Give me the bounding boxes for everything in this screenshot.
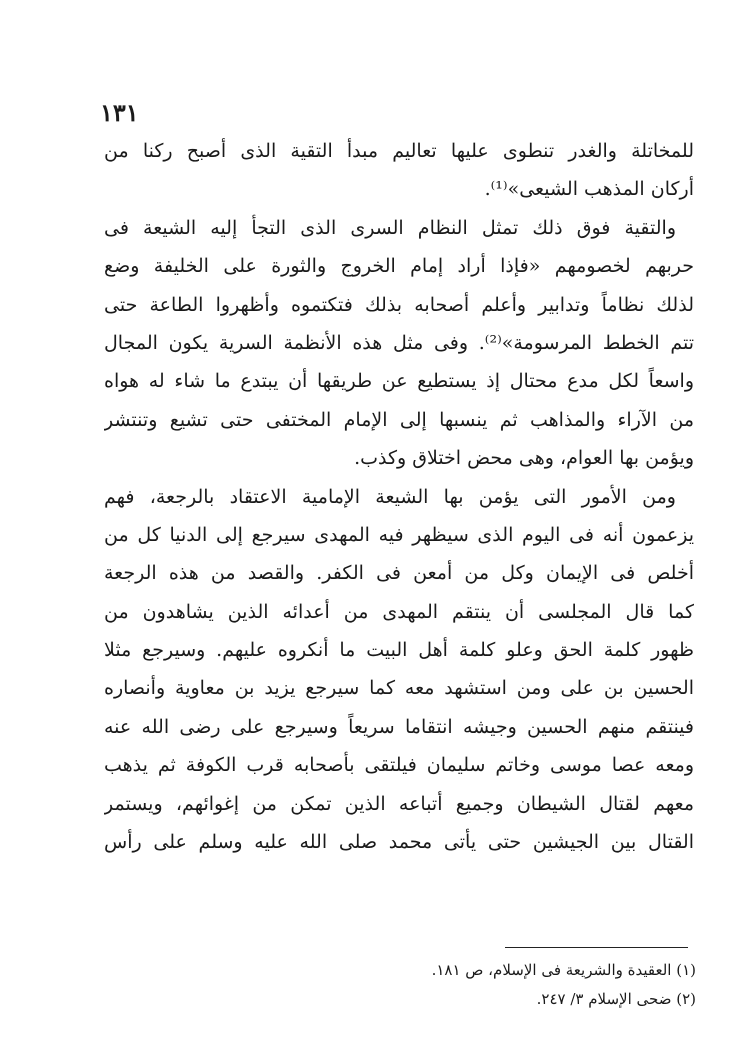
- footnote: (١) العقيدة والشريعة فى الإسلام، ص ١٨١.: [431, 961, 696, 979]
- text-line: كما قال المجلسى أن ينتقم المهدى من أعدائه الذين يشاهدون من: [104, 600, 694, 623]
- text-line: من الآراء والمذاهب ثم ينسبها إلى الإمام المختفى حتى تشيع وتنتشر: [104, 408, 694, 431]
- text-line: أخلص فى الإيمان وكل من أمعن فى الكفر. والقصد من هذه الرجعة: [104, 562, 694, 585]
- text-line: ومعه عصا موسى وخاتم سليمان فيلتقى بأصحابه قرب الكوفة ثم يذهب: [104, 754, 694, 777]
- text-line: تتم الخطط المرسومة»⁽²⁾. وفى مثل هذه الأنظمة السرية يكون المجال: [104, 331, 694, 354]
- text-line: ظهور كلمة الحق وعلو كلمة أهل البيت ما أنكروه عليهم. وسيرجع مثلا: [104, 639, 694, 662]
- text-line: فينتقم منهم الحسين وجيشه انتقاما سريعاً وسيرجع على رضى الله عنه: [104, 715, 694, 738]
- text-line: الحسين بن على ومن استشهد معه كما سيرجع يزيد بن معاوية وأنصاره: [104, 677, 694, 700]
- footnotes: [106, 956, 696, 1014]
- text-line: واسعاً لكل مدع محتال إذ يستطيع عن طريقها أن يبتدع ما شاء له هواه: [104, 370, 694, 393]
- text-line: ويؤمن بها العوام، وهى محض اختلاق وكذب.: [354, 447, 694, 470]
- text-line: ومن الأمور التى يؤمن بها الشيعة الإمامية الاعتقاد بالرجعة، فهم: [104, 485, 676, 508]
- footnote-divider: [505, 947, 688, 948]
- page-number: ١٣١: [100, 98, 139, 127]
- text-line: معهم لقتال الشيطان وجميع أتباعه الذين تمكن من إغوائهم، ويستمر: [104, 792, 694, 815]
- text-line: يزعمون أنه فى اليوم الذى سيظهر فيه المهدى سيرجع إلى الدنيا كل من: [104, 523, 694, 546]
- text-line: القتال بين الجيشين حتى يأتى محمد صلى الله عليه وسلم على رأس: [104, 831, 694, 854]
- text-line: والتقية فوق ذلك تمثل النظام السرى الذى التجأ إليه الشيعة فى: [104, 216, 676, 239]
- text-line: حربهم لخصومهم «فإذا أراد إمام الخروج والثورة على الخليفة وضع: [104, 255, 694, 278]
- text-line: لذلك نظاماً وتدابير وأعلم أصحابه بذلك فتكتموه وأظهروا الطاعة حتى: [104, 293, 694, 316]
- body-text: [104, 132, 694, 861]
- footnote: (٢) ضحى الإسلام ٣/ ٢٤٧.: [536, 990, 696, 1008]
- text-line: للمخاتلة والغدر تنطوى عليها تعاليم مبدأ التقية الذى أصبح ركنا من: [104, 140, 694, 162]
- text-line: أركان المذهب الشيعى»⁽¹⁾.: [484, 178, 694, 201]
